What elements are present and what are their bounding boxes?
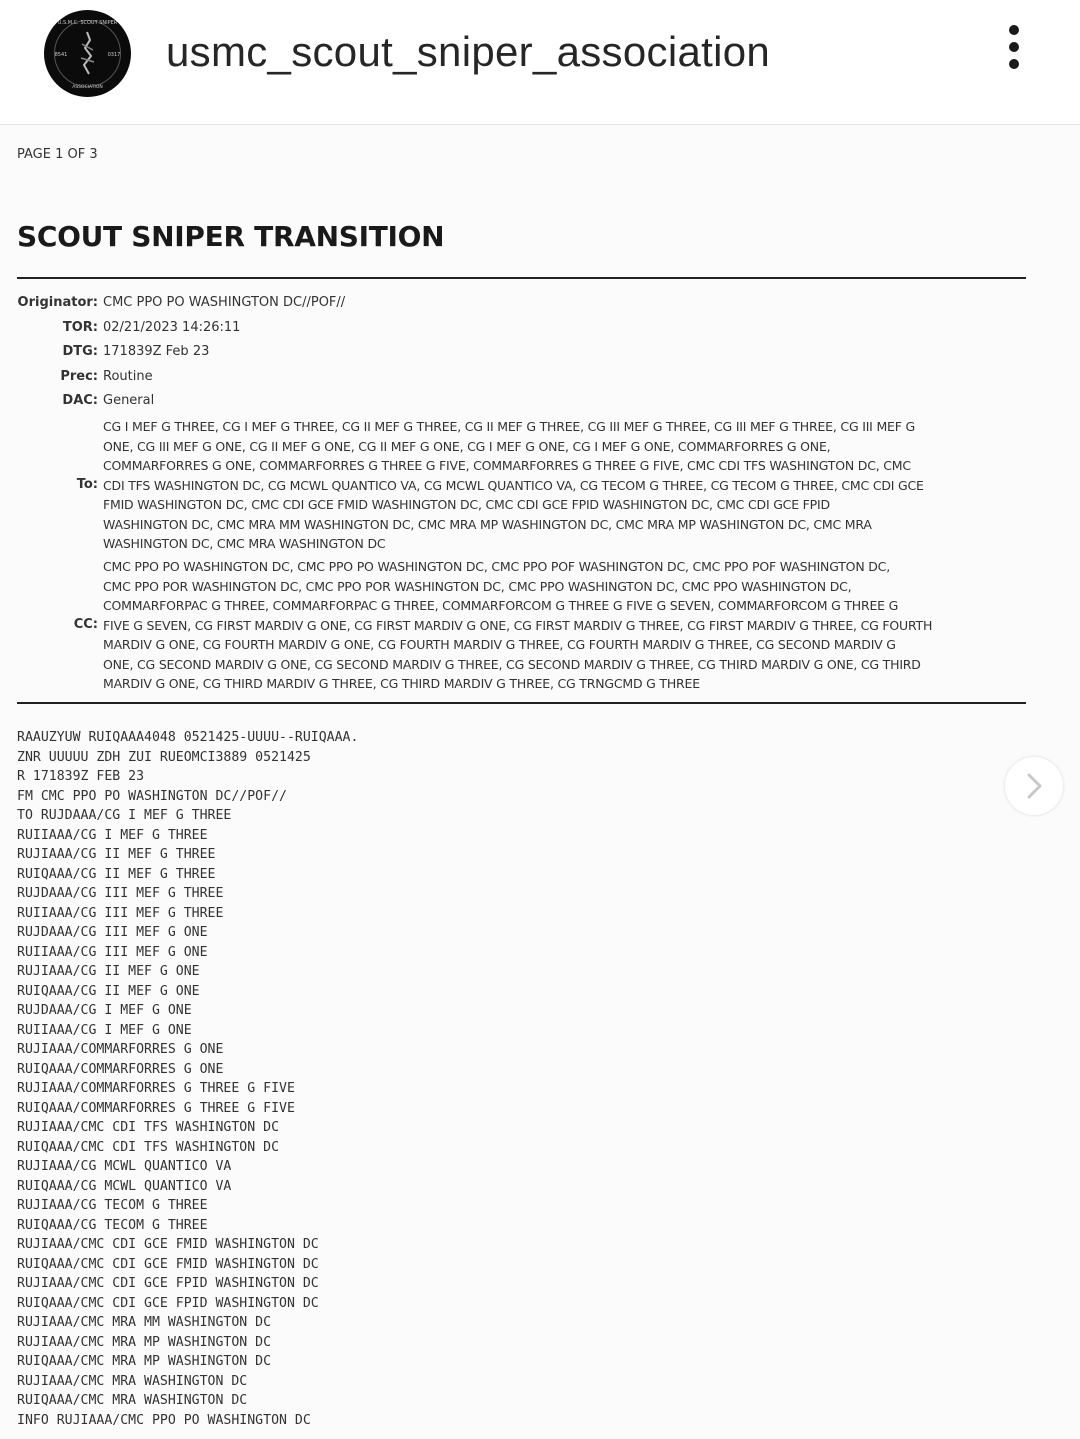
message-line: RUJIAAA/CMC MRA MP WASHINGTON DC xyxy=(17,1334,272,1350)
message-line: RUJDAAA/CG I MEF G ONE xyxy=(17,1003,192,1018)
message-line: RUIQAAA/COMMARFORRES G THREE G FIVE xyxy=(17,1100,295,1116)
message-line: RUIQAAA/CG TECOM G THREE xyxy=(17,1217,208,1233)
header-divider xyxy=(17,277,1026,279)
message-line: RUJIAAA/CMC CDI TFS WASHINGTON DC xyxy=(17,1120,280,1135)
message-line: RUIQAAA/CMC CDI TFS WASHINGTON DC xyxy=(17,1139,280,1155)
message-line: RUIQAAA/CG II MEF G ONE xyxy=(17,983,200,999)
message-line: ZNR UUUUU ZDH ZUI RUEOMCI3889 0521425 xyxy=(17,749,311,765)
field-originator: Originator: CMC PPO PO WASHINGTON DC//POF// xyxy=(17,295,346,310)
message-line: RUIQAAA/CG MCWL QUANTICO VA xyxy=(17,1178,232,1194)
profile-avatar[interactable] xyxy=(44,10,131,97)
message-line: RUJIAAA/CMC MRA WASHINGTON DC xyxy=(17,1373,248,1389)
message-line: RUJIAAA/CG II MEF G THREE xyxy=(17,847,216,862)
message-line: RUIQAAA/COMMARFORRES G ONE xyxy=(17,1061,224,1077)
field-prec: Prec: Routine xyxy=(60,368,153,384)
message-line: RUIQAAA/CMC CDI GCE FMID WASHINGTON DC xyxy=(17,1256,319,1272)
page-number: PAGE 1 OF 3 xyxy=(17,147,98,162)
cc-recipients: CMC PPO PO WASHINGTON DC, CMC PPO PO WASHINGTON DC, CMC PPO POF WASHINGTON DC, CMC PPO POF WASHINGTON DC, CMC PPO POR WASHINGTON DC, CMC PPO POR WASHINGTON DC, CMC PPO WASHINGTON DC, CMC PPO WASHINGTON DC, COMMARFORPAC G THREE, COMMARFORPAC G THREE, COMMARFORCOM G THREE G FIVE G SEVEN, COMMARFORCOM G THREE G FIVE G SEVEN, CG FIRST MARDIV G ONE, CG FIRST MARDIV G ONE, CG FIRST MARDIV G THREE, CG FIRST MARDIV G THREE, CG FOURTH MARDIV G ONE, CG FOURTH MARDIV G ONE, CG FOURTH MARDIV G THREE, CG FOURTH MARDIV G THREE, CG SECOND MARDIV G ONE, CG SECOND MARDIV G ONE, CG SECOND MARDIV G THREE, CG SECOND MARDIV G THREE, CG THIRD MARDIV G ONE, CG THIRD MARDIV G ONE, CG THIRD MARDIV G THREE, CG THIRD MARDIV G THREE, CG TRNGCMD G THREE xyxy=(103,559,933,691)
message-line: RUJDAAA/CG III MEF G ONE xyxy=(17,925,208,940)
message-line: RUJIAAA/COMMARFORRES G THREE G FIVE xyxy=(17,1081,295,1096)
next-image-button[interactable] xyxy=(1005,757,1063,815)
to-recipients: CG I MEF G THREE, CG I MEF G THREE, CG II MEF G THREE, CG II MEF G THREE, CG III MEF G THREE, CG III MEF G THREE, CG III MEF G ONE, CG III MEF G ONE, CG II MEF G ONE, CG II MEF G ONE, CG I MEF G ONE, CG I MEF G ONE, COMMARFORRES G ONE, COMMARFORRES G ONE, COMMARFORRES G THREE G FIVE, COMMARFORRES G THREE G FIVE, CMC CDI TFS WASHINGTON DC, CMC CDI TFS WASHINGTON DC, CG MCWL QUANTICO VA, CG MCWL QUANTICO VA, CG TECOM G THREE, CG TECOM G THREE, CMC CDI GCE FMID WASHINGTON DC, CMC CDI GCE FMID WASHINGTON DC, CMC CDI GCE FPID WASHINGTON DC, CMC CDI GCE FPID WASHINGTON DC, CMC MRA MM WASHINGTON DC, CMC MRA MP WASHINGTON DC, CMC MRA MP WASHINGTON DC, CMC MRA WASHINGTON DC, CMC MRA WASHINGTON DC xyxy=(103,419,924,551)
svg-text:U.S.M.C. SCOUT SNIPER: U.S.M.C. SCOUT SNIPER xyxy=(57,20,118,26)
message-line: TO RUJDAAA/CG I MEF G THREE xyxy=(17,808,232,823)
message-line: RUJIAAA/CG TECOM G THREE xyxy=(17,1198,208,1213)
message-line: RUIIAAA/CG I MEF G THREE xyxy=(17,827,208,843)
field-dtg: DTG: 171839Z Feb 23 xyxy=(62,344,210,359)
message-line: RUIIAAA/CG III MEF G THREE xyxy=(17,905,224,921)
svg-text:ASSOCIATION: ASSOCIATION xyxy=(72,85,103,90)
message-line: RUIIAAA/CG I MEF G ONE xyxy=(17,1022,192,1038)
message-line: RUJIAAA/CG II MEF G ONE xyxy=(17,964,200,979)
message-body xyxy=(17,728,717,1430)
message-fields xyxy=(17,295,1027,418)
cc-label: CC: xyxy=(73,617,98,632)
message-line: RUIQAAA/CMC MRA MP WASHINGTON DC xyxy=(17,1354,272,1369)
message-line: RUIQAAA/CMC MRA WASHINGTON DC xyxy=(17,1393,248,1408)
more-options-icon[interactable] xyxy=(996,22,1032,78)
field-dac: DAC: General xyxy=(62,393,155,408)
body-divider xyxy=(17,702,1026,704)
to-label: To: xyxy=(76,477,98,492)
message-line: RUJDAAA/CG III MEF G THREE xyxy=(17,886,224,901)
message-line: RUIQAAA/CG II MEF G THREE xyxy=(17,866,216,882)
message-line: INFO RUJIAAA/CMC PPO PO WASHINGTON DC xyxy=(17,1412,311,1428)
document-title: SCOUT SNIPER TRANSITION xyxy=(17,220,445,253)
svg-text:0317: 0317 xyxy=(107,52,121,58)
message-line: RAAUZYUW RUIQAAA4048 0521425-UUUU--RUIQAAA. xyxy=(17,730,359,745)
post-header xyxy=(0,0,1080,125)
field-tor: TOR: 02/21/2023 14:26:11 xyxy=(62,319,241,335)
message-line: RUJIAAA/CMC CDI GCE FMID WASHINGTON DC xyxy=(17,1237,319,1252)
scout-sniper-emblem-icon xyxy=(44,10,131,97)
chevron-right-icon xyxy=(1005,757,1063,815)
message-line: RUJIAAA/CMC CDI GCE FPID WASHINGTON DC xyxy=(17,1276,319,1291)
message-line: FM CMC PPO PO WASHINGTON DC//POF// xyxy=(17,788,287,804)
message-line: RUJIAAA/COMMARFORRES G ONE xyxy=(17,1042,224,1057)
message-line: RUIIAAA/CG III MEF G ONE xyxy=(17,944,208,960)
message-line: RUJIAAA/CMC MRA MM WASHINGTON DC xyxy=(17,1315,272,1330)
svg-text:8541: 8541 xyxy=(54,52,68,58)
message-line: RUJIAAA/CG MCWL QUANTICO VA xyxy=(17,1159,232,1174)
account-username[interactable]: usmc_scout_sniper_association xyxy=(166,28,771,75)
message-line: RUIQAAA/CMC CDI GCE FPID WASHINGTON DC xyxy=(17,1295,319,1311)
message-line: R 171839Z FEB 23 xyxy=(17,769,145,784)
